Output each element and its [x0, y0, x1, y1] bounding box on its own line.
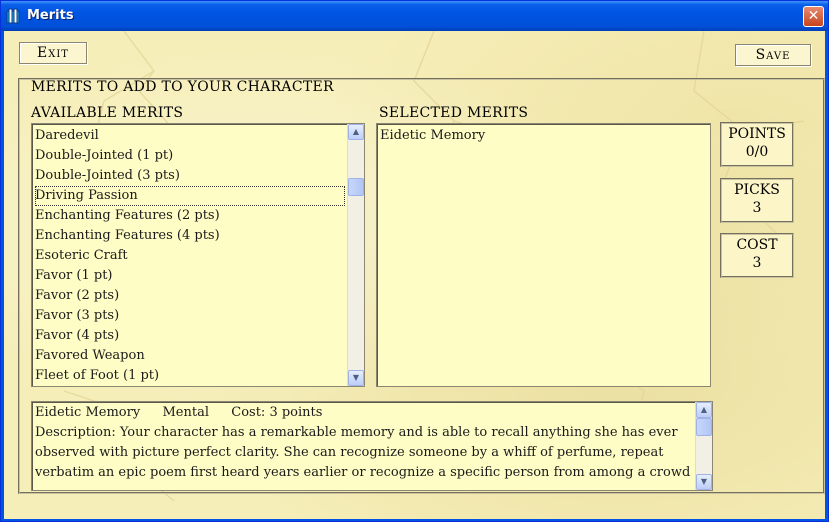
- list-item[interactable]: Enchanting Features (2 pts): [35, 208, 220, 223]
- list-item[interactable]: Favor (3 pts): [35, 308, 120, 323]
- merit-description-box[interactable]: [31, 401, 713, 491]
- description-line: verbatim an epic poem first heard years earlier or recognize a specific person from among a crowd: [35, 465, 691, 480]
- scroll-thumb[interactable]: [696, 418, 712, 436]
- description-header: [35, 403, 322, 423]
- picks-label: PICKS: [734, 182, 780, 198]
- list-item[interactable]: Double-Jointed (3 pts): [35, 168, 180, 183]
- points-value: 0/0: [745, 144, 769, 160]
- points-label: POINTS: [728, 126, 786, 142]
- description-line: Description: Your character has a remarkable memory and is able to recall anything she has ever: [35, 425, 678, 440]
- chevron-down-icon: ▼: [700, 477, 708, 486]
- cost-box: [720, 233, 794, 278]
- scroll-thumb[interactable]: [348, 178, 364, 196]
- list-item[interactable]: Favor (2 pts): [35, 288, 120, 303]
- points-box: [720, 122, 794, 167]
- exit-button[interactable]: Exit: [19, 42, 87, 64]
- chevron-up-icon: ▲: [700, 405, 708, 414]
- description-line: observed with picture perfect clarity. She can recognize someone by a whiff of perfume, repeat: [35, 445, 664, 460]
- save-button[interactable]: Save: [735, 44, 811, 66]
- selected-merits-header: SELECTED MERITS: [379, 105, 529, 121]
- scroll-down-button[interactable]: [696, 474, 712, 490]
- picks-value: 3: [752, 200, 762, 216]
- list-item[interactable]: Esoteric Craft: [35, 248, 128, 263]
- merit-cost: Cost: 3 points: [231, 405, 323, 420]
- selected-merits-list[interactable]: [376, 123, 711, 387]
- scroll-up-button[interactable]: [348, 124, 364, 140]
- title-bar[interactable]: [1, 1, 828, 31]
- scroll-up-button[interactable]: [696, 402, 712, 418]
- chevron-up-icon: ▲: [352, 127, 360, 136]
- list-item[interactable]: Favor (4 pts): [35, 328, 120, 343]
- merit-category: Mental: [162, 405, 209, 420]
- cost-value: 3: [752, 255, 762, 271]
- available-scrollbar[interactable]: [347, 124, 364, 386]
- description-scrollbar[interactable]: [695, 402, 712, 490]
- list-item[interactable]: Fleet of Foot (1 pt): [35, 368, 160, 383]
- available-merits-header: AVAILABLE MERITS: [31, 105, 184, 121]
- list-item[interactable]: Favor (1 pt): [35, 268, 113, 283]
- client-area: [4, 31, 825, 519]
- picks-box: [720, 178, 794, 223]
- list-item[interactable]: Double-Jointed (1 pt): [35, 148, 174, 163]
- close-icon: ✕: [807, 8, 820, 24]
- list-item[interactable]: Favored Weapon: [35, 348, 145, 363]
- cost-label: COST: [736, 237, 778, 253]
- available-merits-list[interactable]: [31, 123, 365, 387]
- merit-name: Eidetic Memory: [35, 405, 141, 420]
- chevron-down-icon: ▼: [352, 373, 360, 382]
- list-item[interactable]: Eidetic Memory: [380, 128, 486, 143]
- close-button[interactable]: [803, 6, 824, 27]
- window-title: Merits: [27, 8, 74, 23]
- app-icon: [6, 8, 20, 24]
- list-item[interactable]: Daredevil: [35, 128, 99, 143]
- scroll-down-button[interactable]: [348, 370, 364, 386]
- list-item[interactable]: Driving Passion: [35, 186, 345, 206]
- list-item[interactable]: Enchanting Features (4 pts): [35, 228, 220, 243]
- group-caption: MERITS TO ADD TO YOUR CHARACTER: [31, 79, 334, 95]
